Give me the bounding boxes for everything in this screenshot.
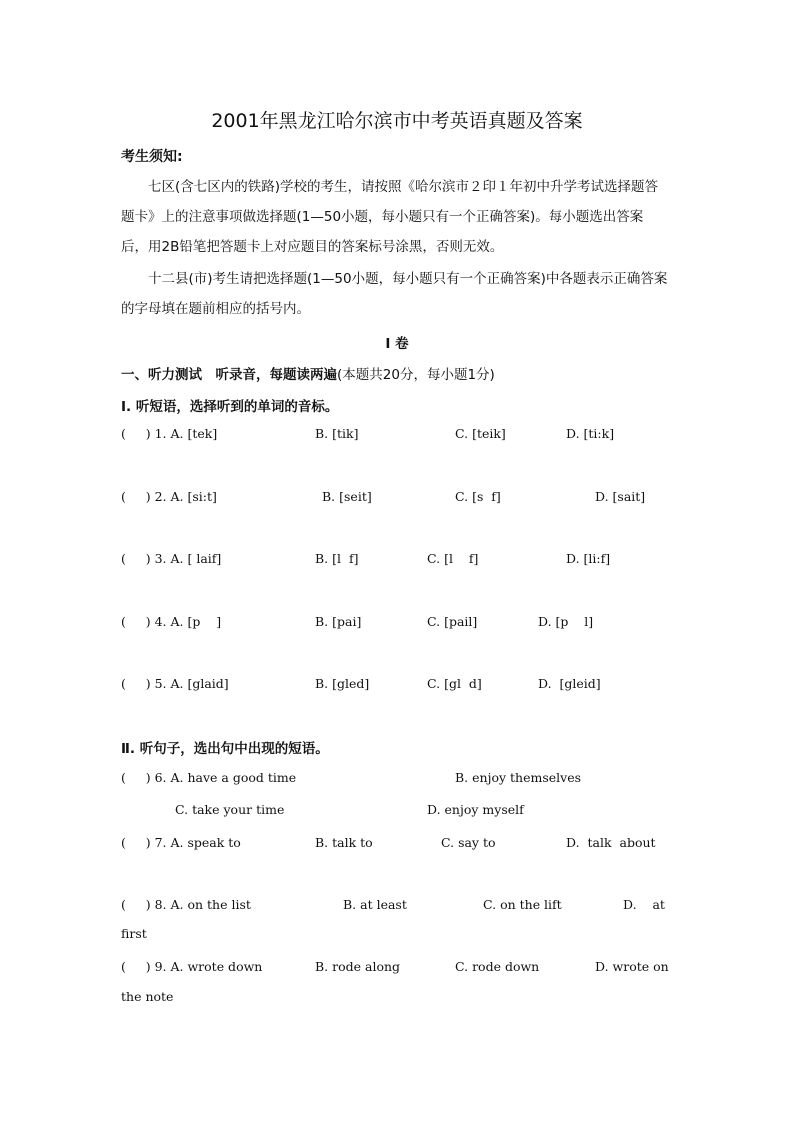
question-6-option-c: C. take your time <box>175 802 285 817</box>
question-1-option-c: C. [teik] <box>455 426 506 441</box>
part-2-heading: Ⅱ. 听句子，选出句中出现的短语。 <box>121 741 329 757</box>
question-5 <box>121 676 681 696</box>
question-7-option-a: ( ) 7. A. speak to <box>121 835 241 850</box>
question-8-option-c: C. on the lift <box>483 897 562 912</box>
question-8-option-b: B. at least <box>343 897 407 912</box>
question-3-option-a: ( ) 3. A. [ laif] <box>121 551 222 566</box>
question-1-option-b: B. [tik] <box>315 426 359 441</box>
question-9 <box>121 959 681 979</box>
question-1-option-d: D. [ti:k] <box>566 426 615 441</box>
question-6-option-a: ( ) 6. A. have a good time <box>121 770 297 785</box>
question-9-option-b: B. rode along <box>315 959 401 974</box>
question-6-line-2 <box>121 802 681 822</box>
question-5-option-c: C. [gl d] <box>427 676 482 691</box>
question-4-option-a: ( ) 4. A. [p ] <box>121 614 222 629</box>
question-4 <box>121 614 681 634</box>
page-title: 2001年黑龙江哈尔滨市中考英语真题及答案 <box>211 110 583 132</box>
question-3 <box>121 551 681 571</box>
question-8 <box>121 897 681 917</box>
section-1-heading <box>121 363 495 383</box>
section-1-title: 一、听力测试 听录音，每题读两遍 <box>121 367 337 383</box>
question-6-option-b: B. enjoy themselves <box>455 770 582 785</box>
question-9-option-d: D. wrote on <box>595 959 669 974</box>
question-3-option-c: C. [l f] <box>427 551 479 566</box>
question-3-option-d: D. [li:f] <box>566 551 611 566</box>
question-2 <box>121 489 681 509</box>
question-7-option-d: D. talk about <box>566 835 656 850</box>
question-2-option-c: C. [s f] <box>455 489 501 504</box>
question-7-option-c: C. say to <box>441 835 496 850</box>
question-5-option-d: D. [gleid] <box>538 676 601 691</box>
question-6 <box>121 770 681 790</box>
volume-heading: I 卷 <box>385 336 409 352</box>
question-9-option-a: ( ) 9. A. wrote down <box>121 959 263 974</box>
question-2-option-b: B. [seit] <box>322 489 372 504</box>
question-2-option-d: D. [sait] <box>595 489 646 504</box>
part-1-heading: I. 听短语，选择听到的单词的音标。 <box>121 399 339 415</box>
question-5-option-a: ( ) 5. A. [glaid] <box>121 676 229 691</box>
notice-paragraph-2: 十二县(市)考生请把选择题(1—50小题，每小题只有一个正确答案)中各题表示正确答案的字母填在题前相应的括号内。 <box>121 271 668 317</box>
question-2-option-a: ( ) 2. A. [si:t] <box>121 489 217 504</box>
question-9-wrap: the note <box>121 989 174 1004</box>
question-4-option-b: B. [pai] <box>315 614 362 629</box>
question-5-option-b: B. [gled] <box>315 676 370 691</box>
question-9-option-c: C. rode down <box>455 959 540 974</box>
question-6-option-d: D. enjoy myself <box>427 802 524 817</box>
notice-heading: 考生须知: <box>121 149 183 165</box>
question-1-option-a: ( ) 1. A. [tek] <box>121 426 218 441</box>
question-7 <box>121 835 681 855</box>
question-3-option-b: B. [l f] <box>315 551 359 566</box>
question-4-option-d: D. [p l] <box>538 614 594 629</box>
question-8-option-d: D. at <box>623 897 665 912</box>
question-7-option-b: B. talk to <box>315 835 373 850</box>
question-1 <box>121 426 681 446</box>
notice-paragraph-1: 七区(含七区内的铁路)学校的考生，请按照《哈尔滨市２印１年初中升学考试选择题答题卡》上的注意事项做选择题(1—50小题，每小题只有一个正确答案)。每小题选出答案后，用2B铅笔把答题卡上对应题目的答案标号涂黑，否则无效。 <box>121 179 659 255</box>
question-8-wrap: first <box>121 926 147 941</box>
question-8-option-a: ( ) 8. A. on the list <box>121 897 251 912</box>
section-1-score: (本题共20分，每小题1分) <box>337 367 495 383</box>
question-4-option-c: C. [pail] <box>427 614 478 629</box>
